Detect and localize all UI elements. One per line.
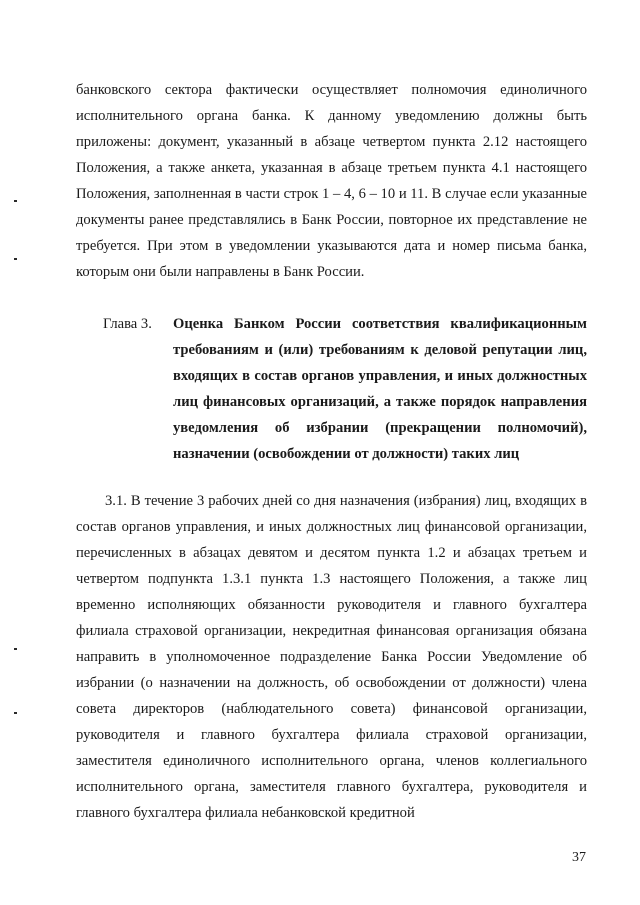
paragraph-continuation: банковского сектора фактически осуществляет полномочия единоличного исполнительного органа банка. К данному уведомлению должны быть приложены: документ, указанный в абзаце четвертом пункта 2.12 настоящего Положения, а также анкета, указанная в абзаце третьем пункта 4.1 настоящего Положения, заполненная в части строк 1 – 4, 6 – 10 и 11. В случае если указанные документы ранее представлялись в Банк России, повторное их представление не требуется. При этом в уведомлении указываются дата и номер письма банка, которым они были направлены в Банк России. bbox=[76, 82, 587, 280]
chapter-title: Оценка Банком России соответствия квалификационным требованиям и (или) требованиям к деловой репутации лиц, входящих в состав органов управления, и иных должностных лиц финансовых организаций, а также порядок направления уведомления об избрании (прекращении полномочий), назначении (освобождении от должности) таких лиц bbox=[173, 316, 587, 462]
paragraph-3-1: 3.1. В течение 3 рабочих дней со дня назначения (избрания) лиц, входящих в состав органов управления, и иных должностных лиц финансовой организации, перечисленных в абзацах девятом и десятом пункта 1.2 и абзацах третьем и четвертом подпункта 1.3.1 пункта 1.3 настоящего Положения, а также лиц временно исполняющих обязанности руководителя и главного бухгалтера филиала страховой организации, некредитная финансовая организация обязана направить в уполномоченное подразделение Банка России Уведомление об избрании (о назначении на должность, об освобождении от должности) члена совета директоров (наблюдательного совета) финансовой организации, руководителя и главного бухгалтера филиала страховой организации, заместителя единоличного исполнительного органа, членов коллегиального исполнительного органа, заместителя главного бухгалтера, руководителя и главного бухгалтера филиала небанковской кредитной bbox=[76, 493, 587, 821]
scan-mark bbox=[14, 648, 17, 650]
chapter-heading bbox=[103, 311, 587, 467]
scan-mark bbox=[14, 258, 17, 260]
scan-mark bbox=[14, 200, 17, 202]
page-number: 37 bbox=[572, 850, 586, 865]
chapter-label: Глава 3. bbox=[103, 316, 152, 332]
scan-mark bbox=[14, 712, 17, 714]
